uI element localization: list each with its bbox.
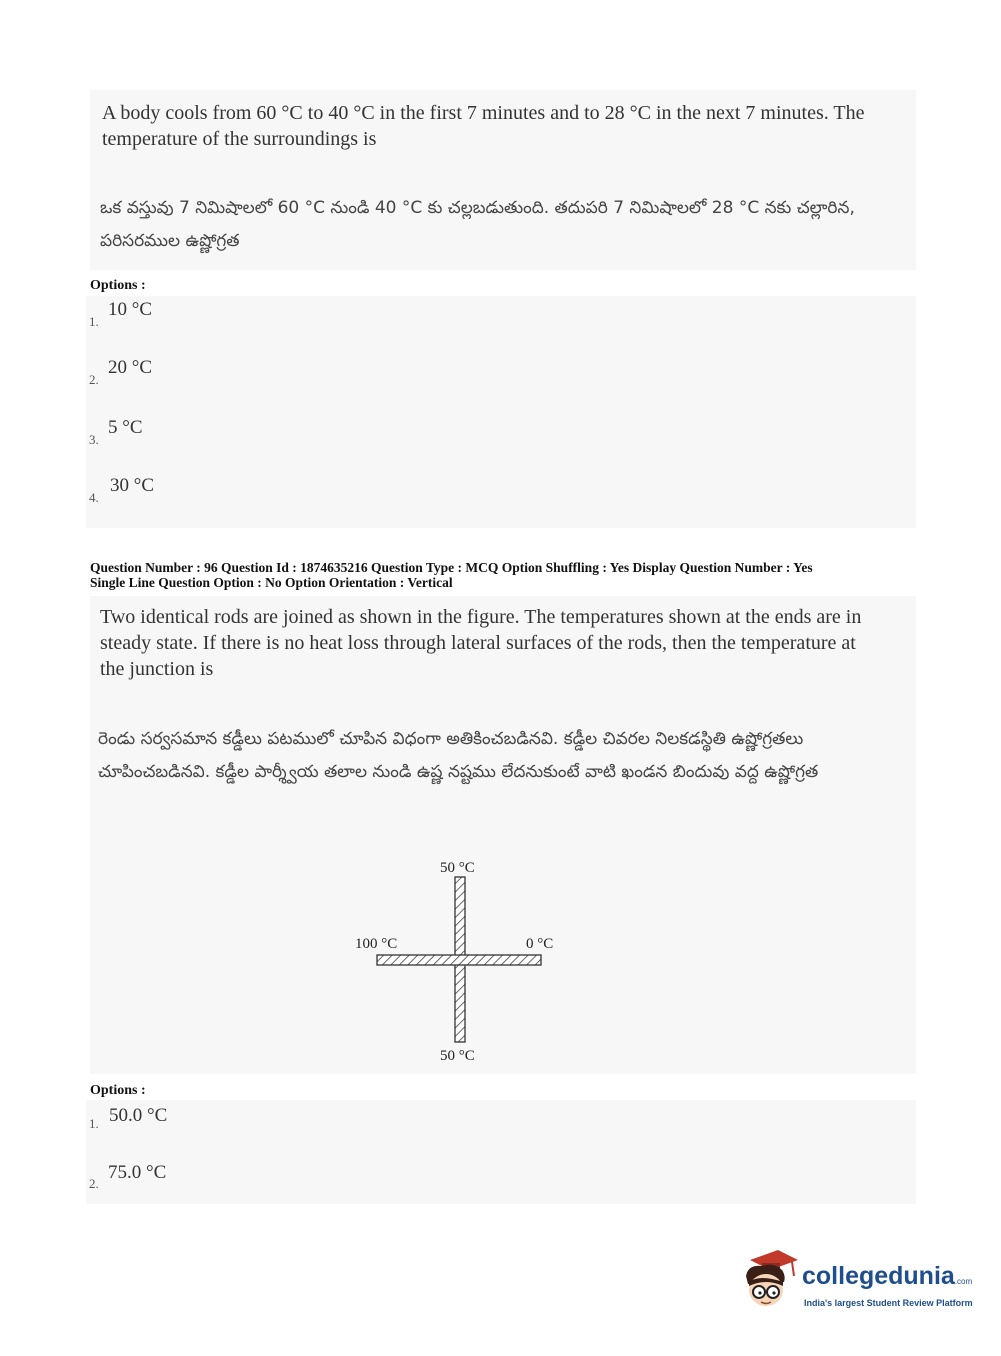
option-3[interactable] <box>86 414 286 454</box>
question-96-english: Two identical rods are joined as shown in the figure. The temperatures shown at the ends are in steady state. If there is no heat loss through lateral surfaces of the rods, then the temperature at the junction is <box>100 606 862 680</box>
option-value: 75.0 °C <box>108 1162 167 1183</box>
question-96-meta-line-1: Question Number : 96 Question Id : 1874635216 Question Type : MCQ Option Shuffling : Yes Display Question Number : Yes <box>90 560 813 575</box>
crossed-rods-figure <box>340 854 570 1074</box>
options-heading: Options : <box>90 1083 146 1098</box>
graduate-mascot-icon <box>740 1246 800 1312</box>
figure-label-top: 50 °C <box>440 860 475 876</box>
option-number: 1. <box>89 314 99 329</box>
question-96-telugu: రెండు సర్వసమాన కడ్డీలు పటములో చూపిన విధంగా అతికించబడినవి. కడ్డీల చివరల నిలకడస్థితి ఉష్ణోగ్రతలు చూపించబడినవి. కడ్డీల పార్శ్వీయ తలాల నుండి ఉష్ణ నష్టము లేదనుకుంటే వాటి ఖండన బిందువు వద్ద ఉష్ణోగ్రత <box>98 729 819 782</box>
option-value: 20 °C <box>108 357 153 378</box>
horizontal-rod <box>377 955 541 965</box>
option-number: 2. <box>89 372 99 387</box>
figure-label-bottom: 50 °C <box>440 1048 475 1064</box>
option-number: 2. <box>89 1176 99 1191</box>
logo-wordmark <box>802 1262 972 1291</box>
option-2[interactable] <box>86 1158 286 1198</box>
figure-label-right: 0 °C <box>526 936 554 952</box>
collegedunia-logo[interactable] <box>740 1246 975 1316</box>
question-95-telugu: ఒక వస్తువు 7 నిమిషాలలో 60 °C నుండి 40 °C కు చల్లబడుతుంది. తదుపరి 7 నిమిషాలలో 28 °C నకు చల్లారిన, పరిసరముల ఉష్ణోగ్రత <box>100 198 855 251</box>
logo-tagline: India's largest Student Review Platform <box>804 1298 973 1308</box>
option-4[interactable] <box>86 472 286 512</box>
option-number: 1. <box>89 1116 99 1131</box>
option-value: 10 °C <box>108 299 153 320</box>
figure-label-left: 100 °C <box>355 936 398 952</box>
option-number: 3. <box>89 432 99 447</box>
option-2[interactable] <box>86 354 286 394</box>
question-95-english: A body cools from 60 °C to 40 °C in the first 7 minutes and to 28 °C in the next 7 minutes. The temperature of the surroundings is <box>102 102 865 150</box>
logo-name: collegedunia <box>802 1262 955 1290</box>
option-1[interactable] <box>86 296 286 336</box>
option-value: 30 °C <box>110 475 155 496</box>
question-95-text-box <box>90 90 916 270</box>
option-number: 4. <box>89 490 99 505</box>
question-96-meta-line-2: Single Line Question Option : No Option Orientation : Vertical <box>90 575 453 590</box>
question-95-options-box <box>86 296 916 528</box>
logo-suffix: .com <box>954 1277 973 1286</box>
question-96-options-box <box>86 1100 916 1204</box>
options-heading: Options : <box>90 278 146 293</box>
question-96-text-box <box>90 596 916 1074</box>
option-value: 5 °C <box>108 417 143 438</box>
option-value: 50.0 °C <box>109 1105 168 1126</box>
option-1[interactable] <box>86 1100 286 1140</box>
